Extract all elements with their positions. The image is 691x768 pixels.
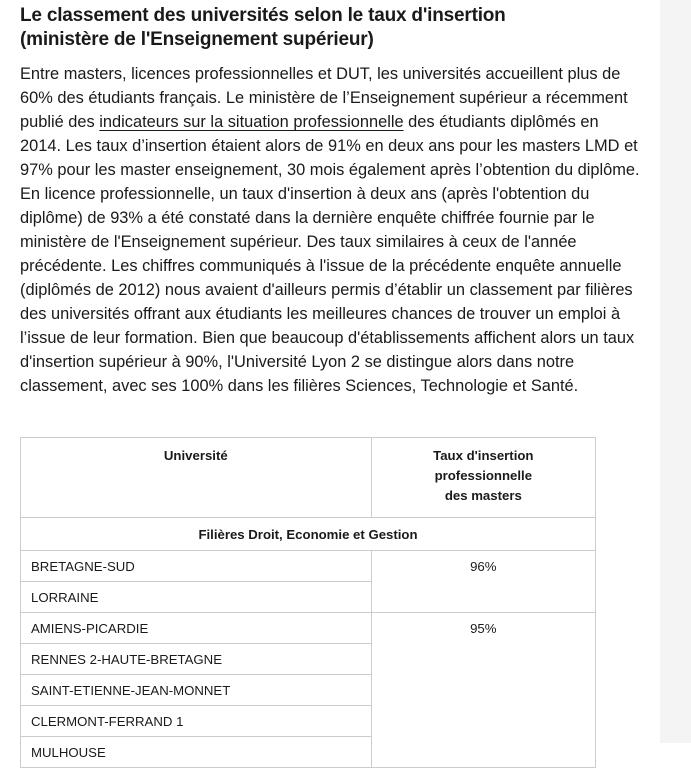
- indicators-link[interactable]: indicateurs sur la situation professionnelle: [99, 113, 404, 131]
- article-paragraph: [20, 62, 644, 398]
- university-name: CLERMONT-FERRAND 1: [21, 706, 372, 737]
- header-university: Université: [21, 438, 372, 518]
- table-section-row: [21, 518, 596, 551]
- header-insertion-rate: Taux d'insertion professionnelle des masters: [371, 438, 595, 518]
- university-name: AMIENS-PICARDIE: [21, 613, 372, 644]
- university-name: MULHOUSE: [21, 737, 372, 768]
- university-name: BRETAGNE-SUD: [21, 551, 372, 582]
- insertion-rate: 96%: [371, 551, 595, 613]
- insertion-rate-table: [20, 437, 596, 768]
- university-name: LORRAINE: [21, 582, 372, 613]
- university-name: RENNES 2-HAUTE-BRETAGNE: [21, 644, 372, 675]
- table-header-row: [21, 438, 596, 518]
- university-name: SAINT-ETIENNE-JEAN-MONNET: [21, 675, 372, 706]
- article-title: [20, 4, 644, 52]
- article-title-line1: Le classement des universités selon le taux d'insertion: [20, 5, 506, 26]
- table-row: [21, 551, 596, 582]
- table-row: [21, 613, 596, 644]
- insertion-rate: 95%: [371, 613, 595, 768]
- article-title-line2: (ministère de l'Enseignement supérieur): [20, 29, 374, 50]
- article: [20, 0, 644, 398]
- paragraph-text-start: Entre masters, licences professionnelles et DUT, les universités accueillent plus de 60% des étudiants français. Le ministère de l’Enseignement supérieur a récemment publié des: [20, 65, 628, 131]
- paragraph-text-end: des étudiants diplômés en 2014. Les taux d’insertion étaient alors de 91% en deux ans pour les masters LMD et 97% pour les master enseignement, 30 mois également après l’obtention du diplôme. En licence professionnelle, un taux d'insertion à deux ans (après l'obtention du diplôme) de 93% a été constaté dans la dernière enquête chiffrée fournie par le ministère de l'Enseignement supérieur. Des taux similaires à ceux de l'année précédente. Les chiffres communiqués à l'issue de la précédente enquête annuelle (diplômés de 2012) nous avaient d'ailleurs permis d’établir un classement par filières des universités offrant aux étudiants les meilleures chances de trouver un emploi à l’issue de leur formation. Bien que beaucoup d'établissements affichent alors un taux d'insertion supérieur à 90%, l'Université Lyon 2 se distingue alors dans notre classement, avec ses 100% dans les filières Sciences, Technologie et Santé.: [20, 113, 640, 395]
- page-side-gutter: [660, 0, 691, 743]
- section-label: Filières Droit, Economie et Gestion: [21, 518, 596, 551]
